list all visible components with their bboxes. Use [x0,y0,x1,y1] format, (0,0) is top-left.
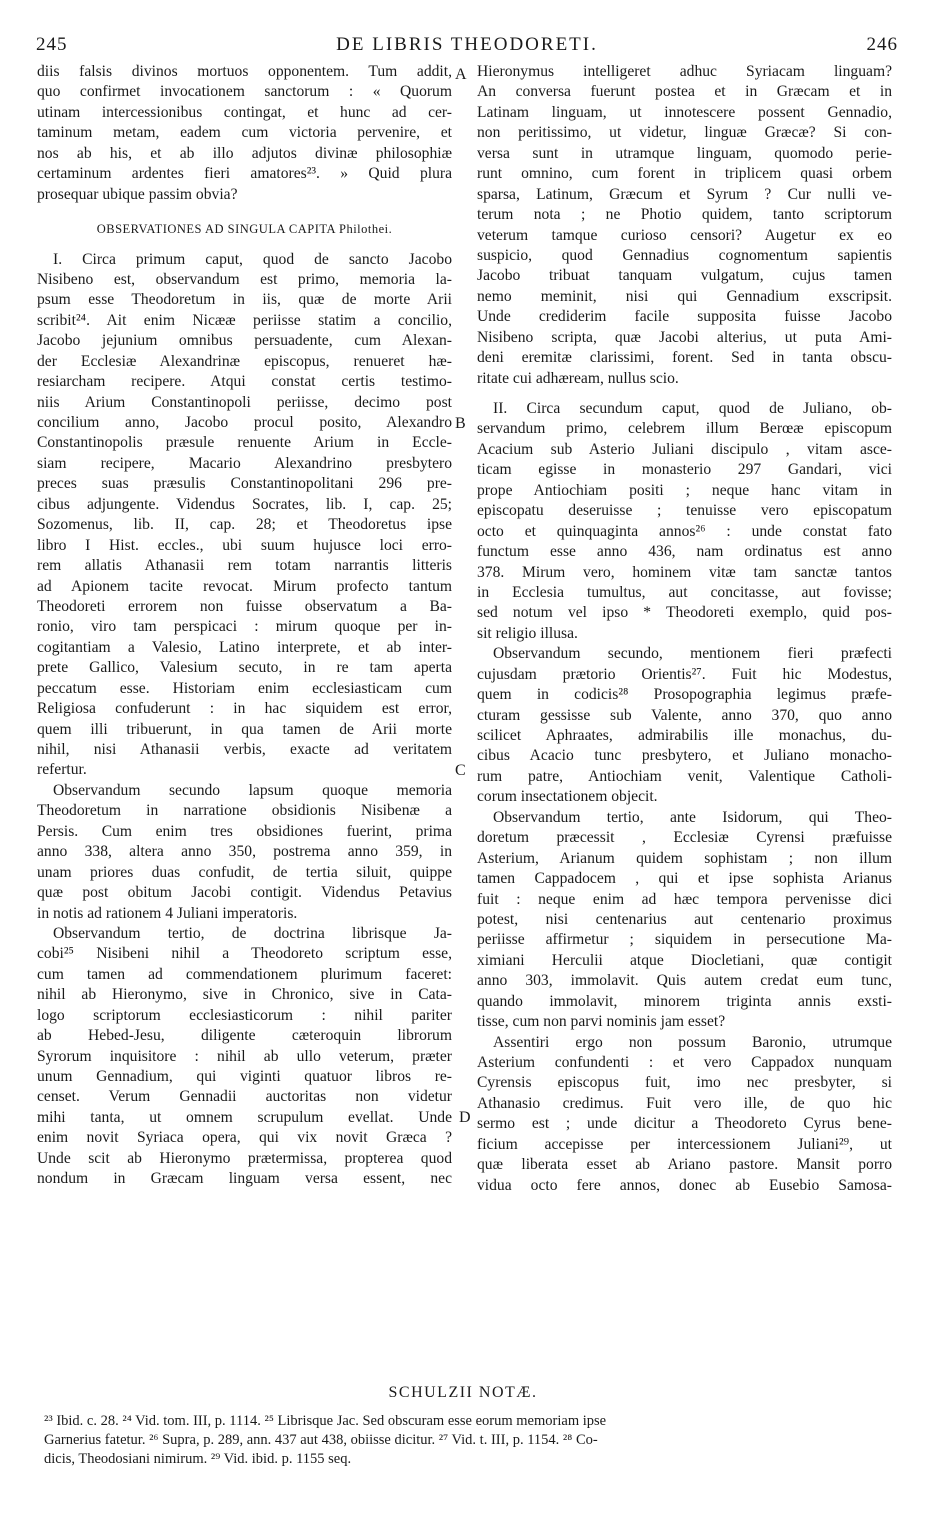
text-line: peccatum esse. Historiam enim ecclesiasticam cum [37,679,452,697]
text-line: ficium accepisse per intercessionem Juliani²⁹, ut [477,1135,892,1153]
text-line: concilium anno, Jacobo procul posito, Alexandro [37,414,452,431]
text-line: rum patre, Antiochiam venit, Valentique Catholi- [477,767,892,785]
text-line: enim novit Syriaca opera, qui vix novit Græca ? [37,1129,452,1147]
text-line: diis falsis divinos mortuos opponentem. Tum addit, [37,63,452,80]
text-line: quem illi tribuerunt, in qua tamen de Arii morte [37,720,452,738]
text-line: in notis ad rationem 4 Juliani imperatoris. [37,904,298,922]
text-line: periisse affirmetur ; siquidem in persecutione Ma- [477,931,892,949]
text-line: cobi²⁵ Nisibeni nihil a Theodoreto scriptum esse, [37,945,452,963]
text-line: unam priores duas confudit, de tertia siluit, quippe [37,863,452,881]
text-line: nondum in Græcam linguam versa essent, nec [37,1170,452,1188]
text-line: ticam egisse in monasterio 297 Gandari, vici [477,461,892,479]
text-line: Latinam linguam, ut innotescere possent Gennadio, [477,103,892,121]
text-line: Religiosa confuderunt : in hac siquidem est error, [37,700,452,718]
text-line: 378. Mirum vero, hominem vitæ tam sanctæ tantos [477,563,892,581]
page-number-right: 246 [866,34,898,55]
text-line: corum insectationem objecit. [477,788,658,806]
text-line: Observandum tertio, de doctrina librisque Ja- [53,924,452,942]
text-line: Syrorum inquisitore : nihil ab ullo veterum, præter [37,1047,452,1065]
margin-marker-c: C [455,762,466,779]
margin-marker-a: A [455,66,467,83]
right-column [477,62,892,1196]
text-line: scilicet Aphraates, admirabilis ille monachus, du- [477,727,892,744]
text-line: nemo meminit, nisi qui Gennadium exscripsit. [477,287,892,305]
text-line: quæ post obitum Jacobi contigit. Videndus Petavius [37,884,452,902]
text-line: sed notum vel ipso * Theodoreti exemplo, quid pos- [477,604,892,622]
text-line: Observandum tertio, ante Isidorum, qui Theo- [493,808,892,826]
text-line: rem allatis Athanasii rem totam narrantis litteris [37,557,452,575]
text-line: preces suas præsulis Constantinopolitani 296 pre- [37,475,452,493]
text-line: Persis. Cum enim tres obsidiones fuerint, prima [37,822,452,840]
text-line: Unde crediderim facile supposita fuisse Jacobo [477,308,892,326]
text-line: resiarcham recipere. Atqui constat certis testimo- [37,373,452,391]
text-line: cum tamen ad commendationem plurimum faceret: [37,965,452,983]
text-line: Jacobo jejunium omnibus persuadente, cum Alexan- [37,332,452,350]
text-line: Theodoretum in narratione obsidionis Nisibenæ a [37,802,452,820]
text-line: utinam intercessionibus contingat, et hunc ad cer- [37,103,452,121]
text-line: cibus Acacio tunc presbytero, et Juliano monacho- [477,747,892,765]
text-line: fuit : neque enim ad hæc tempora pervenisse dici [477,890,892,908]
footnote-line: Garnerius fatetur. ²⁶ Supra, p. 289, ann. 437 aut 438, obiisse dicitur. ²⁷ Vid. t. III, p. 1154. ²⁸ Co- [44,1432,598,1448]
text-line: refertur. [37,761,87,779]
text-line: veterum tamque curioso censori? Augetur ex eo [477,226,892,244]
text-line: psum esse Theodoretum in iis, quæ de morte Arii [37,291,452,309]
text-line: sit religio illusa. [477,624,578,642]
text-line: censet. Verum Gennadii auctoritas non videtur [37,1088,452,1106]
text-line: non peritissimo, ut videtur, linguæ Græcæ? Si con- [477,124,892,142]
text-line: niis Arium Constantinopoli periisse, decimo post [37,393,452,411]
text-line: ad Apionem tacite revocat. Mirum profecto tantum [37,577,452,595]
text-line: cturam gessisse sub Valente, anno 370, quo anno [477,706,892,724]
text-line: Nisibeno scripta, quæ Jacobi alterius, ut puta Ami- [477,328,892,346]
text-line: terum nota ; ne Photio quidem, tanto scriptorum [477,206,892,224]
text-line: suspicio, quod Gennadius cognomentum sapientis [477,246,892,264]
text-line: anno 303, immolavit. Quis autem credat eum tunc, [477,972,892,990]
text-line: Cyrensis episcopus fuit, imo nec presbyter, si [477,1074,892,1092]
text-line: I. Circa primum caput, quod de sancto Jacobo [53,250,452,268]
text-line: deni eremitæ clarissimi, forent. Sed in tanta obscu- [477,349,892,367]
text-line: runt omnino, cum forent in triplicem quasi orbem [477,165,892,183]
text-line: OBSERVATIONES AD SINGULA CAPITA Philothei. [96,222,393,237]
text-line: Acacium sub Asterio Juliani discipulo , vitam asce- [477,440,892,458]
text-line: doretum præcessit , Ecclesiæ Cyrensi præfuisse [477,829,892,847]
text-line: prete Gallico, Valesium secuto, in re tam aperta [37,659,452,677]
text-line: Assentiri ergo non possum Baronio, utrumque [493,1033,892,1051]
text-line: libro I Hist. eccles., ubi suum hujusce loci erro- [37,536,452,554]
text-line: tamen Cappadocem , qui et ipse sophista Arianus [477,870,892,888]
margin-marker-d: D [459,1109,471,1126]
footnotes [44,1412,892,1469]
text-line: Asterium, Arianum quidem sophistam ; non illum [477,849,892,867]
text-line: potest, nisi centenarius aut centenario proximus [477,910,892,928]
text-line: ximiani Herculii atque Diocletiani, quæ contigit [477,951,892,969]
text-line: siam recipere, Macario Alexandrino presbytero [37,454,452,472]
text-line: quando immolavit, minorem triginta annis exsti- [477,992,892,1010]
text-line: Observandum secundo, mentionem fieri præfecti [493,645,892,663]
text-line: tisse, cum non parvi nominis jam esset? [477,1013,726,1031]
text-line: quo confirmet invocationem sanctorum : « Quorum [37,83,452,101]
text-line: cibus adjungente. Videndus Socrates, lib. I, cap. 25; [37,495,452,513]
text-line: Jacobo tribuat tanquam vulgatum, cujus tamen [477,267,892,285]
text-line: Asterium confundenti : et vero Cappadox nunquam [477,1054,892,1071]
text-line: An conversa fuerunt postea et in Græcam et in [477,83,892,101]
text-line: ronio, viro tam perspicaci : mirum quoque per in- [37,618,452,636]
text-line: Constantinopolis præsule renuente Arium in Eccle- [37,434,452,452]
text-line: Hieronymus intelligeret adhuc Syriacam linguam? [477,63,892,80]
text-line: II. Circa secundum caput, quod de Juliano, ob- [493,400,892,417]
text-line: cogitantiam a Valesio, Latino interprete, et ab inter- [37,638,452,656]
text-line: quem in codicis²⁸ Prosopographia legimus præfe- [477,686,892,704]
text-line: Sozomenus, lib. II, cap. 28; et Theodoretus ipse [37,516,452,534]
text-line: taminum metam, eadem cum victoria pervenire, et [37,124,452,142]
left-column [37,62,452,1190]
text-line: functum esse anno 436, nam ordinatus est anno [477,543,892,561]
text-line: Nisibeno est, observandum est primo, memoria la- [37,270,452,288]
notes-title: SCHULZII NOTÆ. [388,1384,538,1401]
text-line: ritate cui adhæream, nullus scio. [477,369,679,387]
text-line: mihi tanta, ut omnem scrupulum evellat. Unde [37,1108,452,1126]
text-line: nihil, nisi Athanasii verbis, exacte ad veritatem [37,741,452,758]
text-line: versa sunt in utramque linguam, quomodo perie- [477,144,892,162]
text-line: Theodoreti errorem non fuisse observatum a Ba- [37,597,452,615]
text-line: sparsa, Latinum, Græcum et Syrum ? Cur nulli ve- [477,185,892,203]
running-header [36,34,898,62]
text-line: in Ecclesia tumultus, aut concitasse, aut fovisse; [477,583,892,601]
text-line: prosequar ubique passim obvia? [37,185,238,203]
running-title: DE LIBRIS THEODORETI. [336,34,598,55]
text-line: ab Hebed-Jesu, diligente cæteroquin librorum [37,1027,452,1045]
footnote-line: ²³ Ibid. c. 28. ²⁴ Vid. tom. III, p. 1114. ²⁵ Librisque Jac. Sed obscuram esse eorum memoriam ipse [44,1413,607,1429]
text-line: cujusdam prætorio Orientis²⁷. Fuit hic Modestus, [477,665,892,683]
text-line: logo scriptorum ecclesiasticorum : nihil pariter [37,1006,452,1024]
text-line: certaminum ardentes fieri amatores²³. » Quid plura [37,165,452,183]
text-line: sermo est ; unde dicitur a Theodoreto Cyrus bene- [477,1115,892,1133]
text-line: Athanasio credimus. Fuit vero ille, de quo hic [477,1094,892,1112]
text-line: episcopatu deseruisse ; tenuisse vero episcopatum [477,502,892,520]
text-line: servandum primo, celebrem illum Berœæ episcopum [477,420,892,438]
text-line: nihil ab Hieronymo, sive in Chronico, sive in Cata- [37,986,452,1004]
text-line: prope Antiochiam positi ; neque hanc vitam in [477,481,892,499]
text-line: scribit²⁴. Ait enim Nicææ periisse statim a concilio, [37,311,452,329]
text-line: nos ab his, et ab illo adjutos divinæ philosophiæ [37,144,452,162]
text-line: vidua octo fere annos, donec ab Eusebio Samosa- [477,1176,892,1194]
margin-marker-b: B [455,415,466,432]
text-line: Unde scit ab Hieronymo prætermissa, propterea quod [37,1149,452,1167]
footnote-line: dicis, Theodosiani nimirum. ²⁹ Vid. ibid. p. 1155 seq. [44,1451,352,1467]
text-line: octo et quinquaginta annos²⁶ : unde constat fato [477,522,892,540]
text-line: quæ liberata esset ab Ariano pastore. Mansit porro [477,1156,892,1174]
text-line: unum Gennadium, qui viginti quatuor libros re- [37,1068,452,1085]
page-number-left: 245 [36,34,68,55]
text-line: der Ecclesiæ Alexandrinæ episcopus, renueret hæ- [37,352,452,370]
text-line: anno 338, altera anno 350, postrema anno 359, in [37,843,452,861]
text-line: Observandum secundo lapsum quoque memoria [53,781,452,799]
